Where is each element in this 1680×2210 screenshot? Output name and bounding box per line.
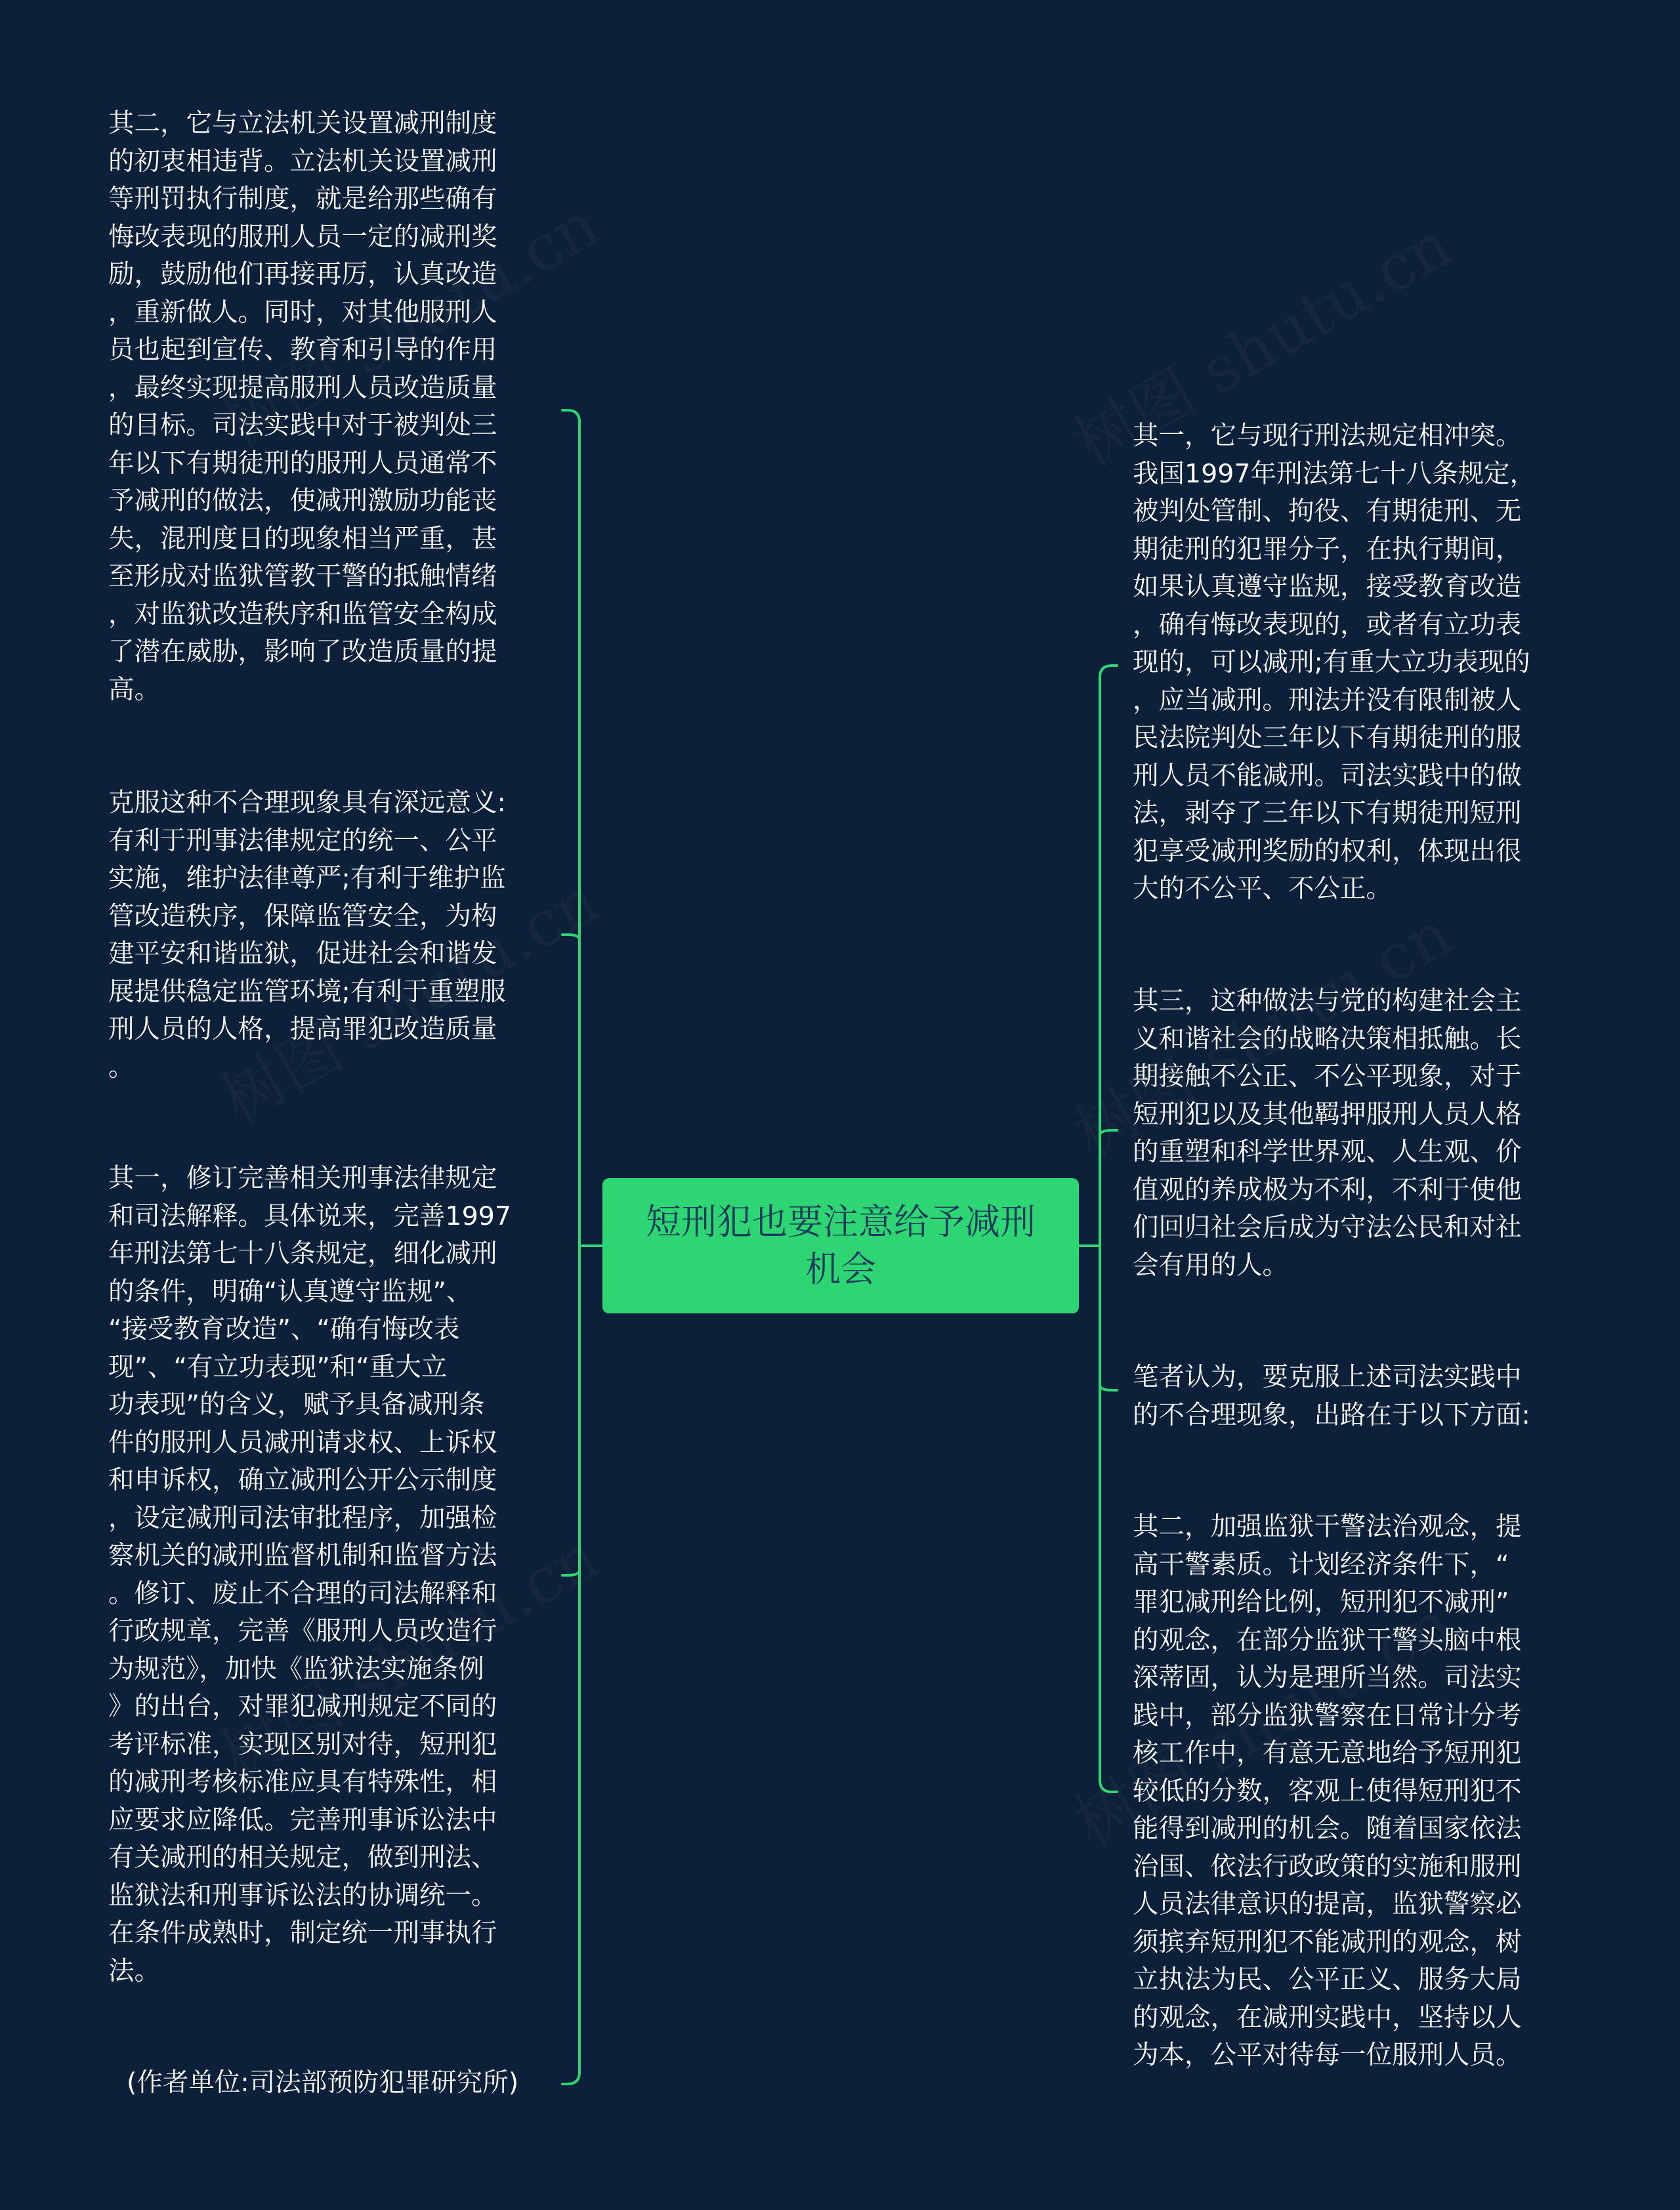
root-topic-label: 短刑犯也要注意给予减刑 机会 xyxy=(646,1201,1036,1290)
right-node-4-text: 其二，加强监狱干警法治观念，提 高干警素质。计划经济条件下，“ 罪犯减刑给比例，短刑犯不减刑” 的观念，在部分监狱干警头脑中根 深蒂固，认为是理所当然。司法实 践中，部分监狱警察在日常计分考 核工作中，有意无意地给予短刑犯 较低的分数，客观上使得短刑犯不 能得到减刑的机会。随着国家依法 治国、依法行政政策的实施和服刑 人员法律意识的提高，监狱警察必 须摈弃短刑犯不能减刑的观念，树 立执法为民、公平正义、服务大局 的观念，在减刑实践中，坚持以人 为本，公平对待每一位服刑人员。 xyxy=(1133,1512,1522,2070)
connector-right-2 xyxy=(1100,1130,1117,1136)
connector-right-3 xyxy=(1100,1385,1117,1390)
connector-left-3 xyxy=(562,1570,579,1575)
connector-left-2 xyxy=(562,935,579,940)
right-node-1-text: 其一，它与现行刑法规定相冲突。 我国1997年刑法第七十八条规定， 被判处管制、拘役、有期徒刑、无 期徒刑的犯罪分子，在执行期间， 如果认真遵守监规，接受教育改造 ，确有悔改表现的，或者有立功表 现的，可以减刑;有重大立功表现的 ，应当减刑。刑法并没有限制被人 民法院判处三年以下有期徒刑的服 刑人员不能减刑。司法实践中的做 法，剥夺了三年以下有期徒刑短刑 犯享受减刑奖励的权利，体现出很 大的不公平、不公正。 xyxy=(1133,421,1536,904)
left-node-1-text: 其二，它与立法机关设置减刑制度 的初衷相违背。立法机关设置减刑 等刑罚执行制度，就是给那些确有 悔改表现的服刑人员一定的减刑奖 励，鼓励他们再接再厉，认真改造 ，重新做人。同时，对其他服刑人 员也起到宣传、教育和引导的作用 ，最终实现提高服刑人员改造质量 的目标。司法实践中对于被判处三 年以下有期徒刑的服刑人员通常不 予减刑的做法，使减刑激励功能丧 失，混刑度日的现象相当严重，甚 至形成对监狱管教干警的抵触情绪 ，对监狱改造秩序和监管安全构成 了潜在威胁，影响了改造质量的提 高。 xyxy=(108,108,497,705)
connector-left-4 xyxy=(562,2072,579,2084)
connector-right-1 xyxy=(1100,666,1117,677)
right-node-2-text: 其三，这种做法与党的构建社会主 义和谐社会的战略决策相抵触。长 期接触不公正、不公平现象，对于 短刑犯以及其他羁押服刑人员人格 的重塑和科学世界观、人生观、价 值观的养成极为不利，不利于使他 们回归社会后成为守法公民和对社 会有用的人。 xyxy=(1133,986,1522,1281)
left-node-3-text: 其一，修订完善相关刑事法律规定 和司法解释。具体说来，完善1997 年刑法第七十八条规定，细化减刑 的条件，明确“认真遵守监规”、 “接受教育改造”、“确有悔改表 现”、“有立功表现”和“重大立 功表现”的含义，赋予具备减刑条 件的服刑人员减刑请求权、上诉权 和申诉权，确立减刑公开公示制度 ，设定减刑司法审批程序，加强检 察机关的减刑监督机制和监督方法 。修订、废止不合理的司法解释和 行政规章，完善《服刑人员改造行 为规范》，加快《监狱法实施条例 》的出台，对罪犯减刑规定不同的 考评标准，实现区别对待，短刑犯 的减刑考核标准应具有特殊性，相 应要求应降低。完善刑事诉讼法中 有关减刑的相关规定，做到刑法、 监狱法和刑事诉讼法的协调统一。 在条件成熟时，制定统一刑事执行 法。 xyxy=(108,1163,512,1986)
right-node-3-text: 笔者认为，要克服上述司法实践中 的不合理现象，出路在于以下方面: xyxy=(1133,1362,1530,1430)
left-node-4-text: (作者单位:司法部预防犯罪研究所) xyxy=(127,2068,519,2098)
connector-right-4 xyxy=(1100,1780,1117,1792)
root-topic-node[interactable] xyxy=(602,1178,1079,1313)
left-node-2-text: 克服这种不合理现象具有深远意义: 有利于刑事法律规定的统一、公平 实施，维护法律尊严;有利于维护监 管改造秩序，保障监管安全，为构 建平安和谐监狱，促进社会和谐发 展提供稳定监管环境;有利于重塑服 刑人员的人格，提高罪犯改造质量 。 xyxy=(108,788,506,1082)
connector-left-1 xyxy=(562,410,579,422)
